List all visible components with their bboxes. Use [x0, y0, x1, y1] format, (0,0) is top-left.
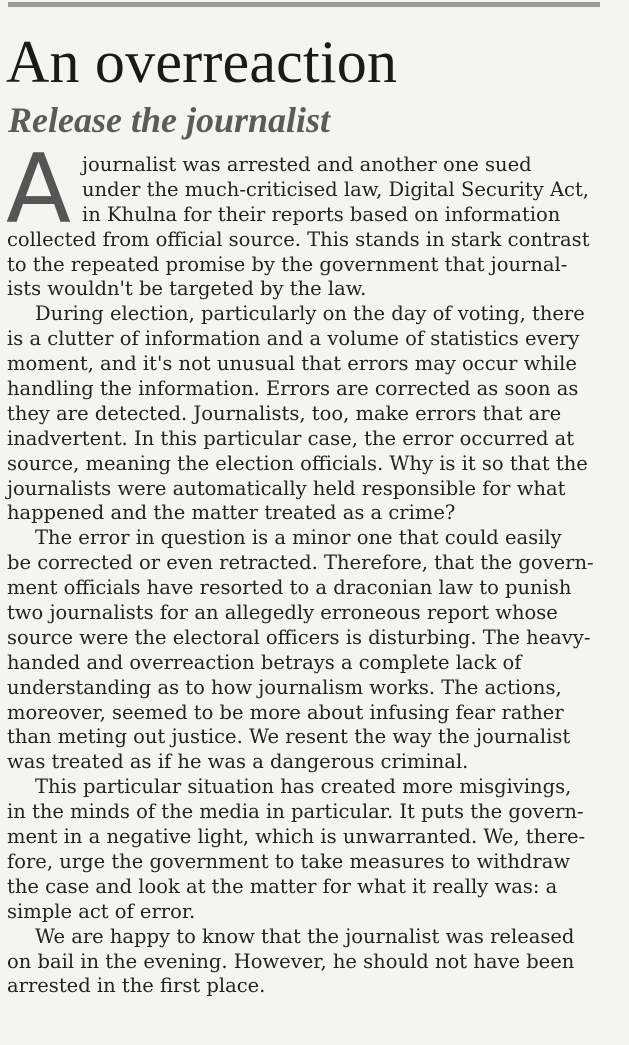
text-line: During election, particularly on the day of voting, there — [35, 302, 585, 326]
text-line: journalists were automatically held responsible for what — [7, 476, 566, 500]
article-body — [7, 153, 607, 999]
text-line: moment, and it's not unusual that errors may occur while — [7, 352, 577, 376]
text-line: ment in a negative light, which is unwarranted. We, there- — [7, 825, 586, 849]
text-line: in the minds of the media in particular. It puts the govern- — [7, 800, 584, 824]
text-line: under the much-criticised law, Digital Security Act, — [82, 177, 589, 201]
text-line: journalist was arrested and another one sued — [82, 153, 532, 176]
text-line: collected from official source. This stands in stark contrast — [7, 227, 590, 251]
paragraph-5 — [7, 925, 607, 1000]
text-line: source were the electoral officers is disturbing. The heavy- — [7, 625, 591, 649]
paragraph-4 — [7, 775, 607, 924]
text-line: they are detected. Journalists, too, make errors that are — [7, 401, 562, 425]
text-line: handling the information. Errors are corrected as soon as — [7, 377, 579, 401]
text-line: source, meaning the election officials. Why is it so that the — [7, 451, 588, 475]
text-line: understanding as to how journalism works. The actions, — [7, 675, 562, 699]
text-line: ists wouldn't be targeted by the law. — [7, 277, 367, 301]
text-line: The error in question is a minor one that could easily — [35, 526, 562, 550]
text-line: This particular situation has created more misgivings, — [35, 775, 572, 799]
text-line: handed and overreaction betrays a complete lack of — [7, 650, 522, 674]
text-line: happened and the matter treated as a crime? — [7, 501, 456, 525]
text-line: the case and look at the matter for what it really was: a — [7, 874, 558, 898]
paragraph-3 — [7, 526, 607, 775]
text-line: be corrected or even retracted. Therefore, that the govern- — [7, 551, 594, 575]
text-line: arrested in the first place. — [7, 974, 266, 998]
text-line: fore, urge the government to take measures to withdraw — [7, 849, 571, 873]
text-line: moreover, seemed to be more about infusing fear rather — [7, 700, 564, 724]
text-line: inadvertent. In this particular case, the error occurred at — [7, 426, 575, 450]
text-line: was treated as if he was a dangerous criminal. — [7, 750, 469, 774]
headline: An overreaction — [6, 29, 398, 95]
paragraph-1 — [7, 153, 607, 302]
drop-cap: A — [6, 135, 71, 245]
text-line: than meting out justice. We resent the way the journalist — [7, 725, 571, 749]
text-line: two journalists for an allegedly erroneous report whose — [7, 601, 558, 625]
text-line: simple act of error. — [7, 899, 196, 923]
text-line: on bail in the evening. However, he should not have been — [7, 949, 575, 973]
paragraph-2 — [7, 302, 607, 526]
text-line: ment officials have resorted to a draconian law to punish — [7, 576, 572, 600]
subhead: Release the journalist — [8, 100, 331, 140]
text-line: is a clutter of information and a volume of statistics every — [7, 327, 580, 351]
text-line: in Khulna for their reports based on information — [82, 202, 561, 226]
text-line: to the repeated promise by the government that journal- — [7, 252, 568, 276]
text-line: We are happy to know that the journalist was released — [35, 924, 575, 948]
top-rule — [8, 2, 600, 7]
